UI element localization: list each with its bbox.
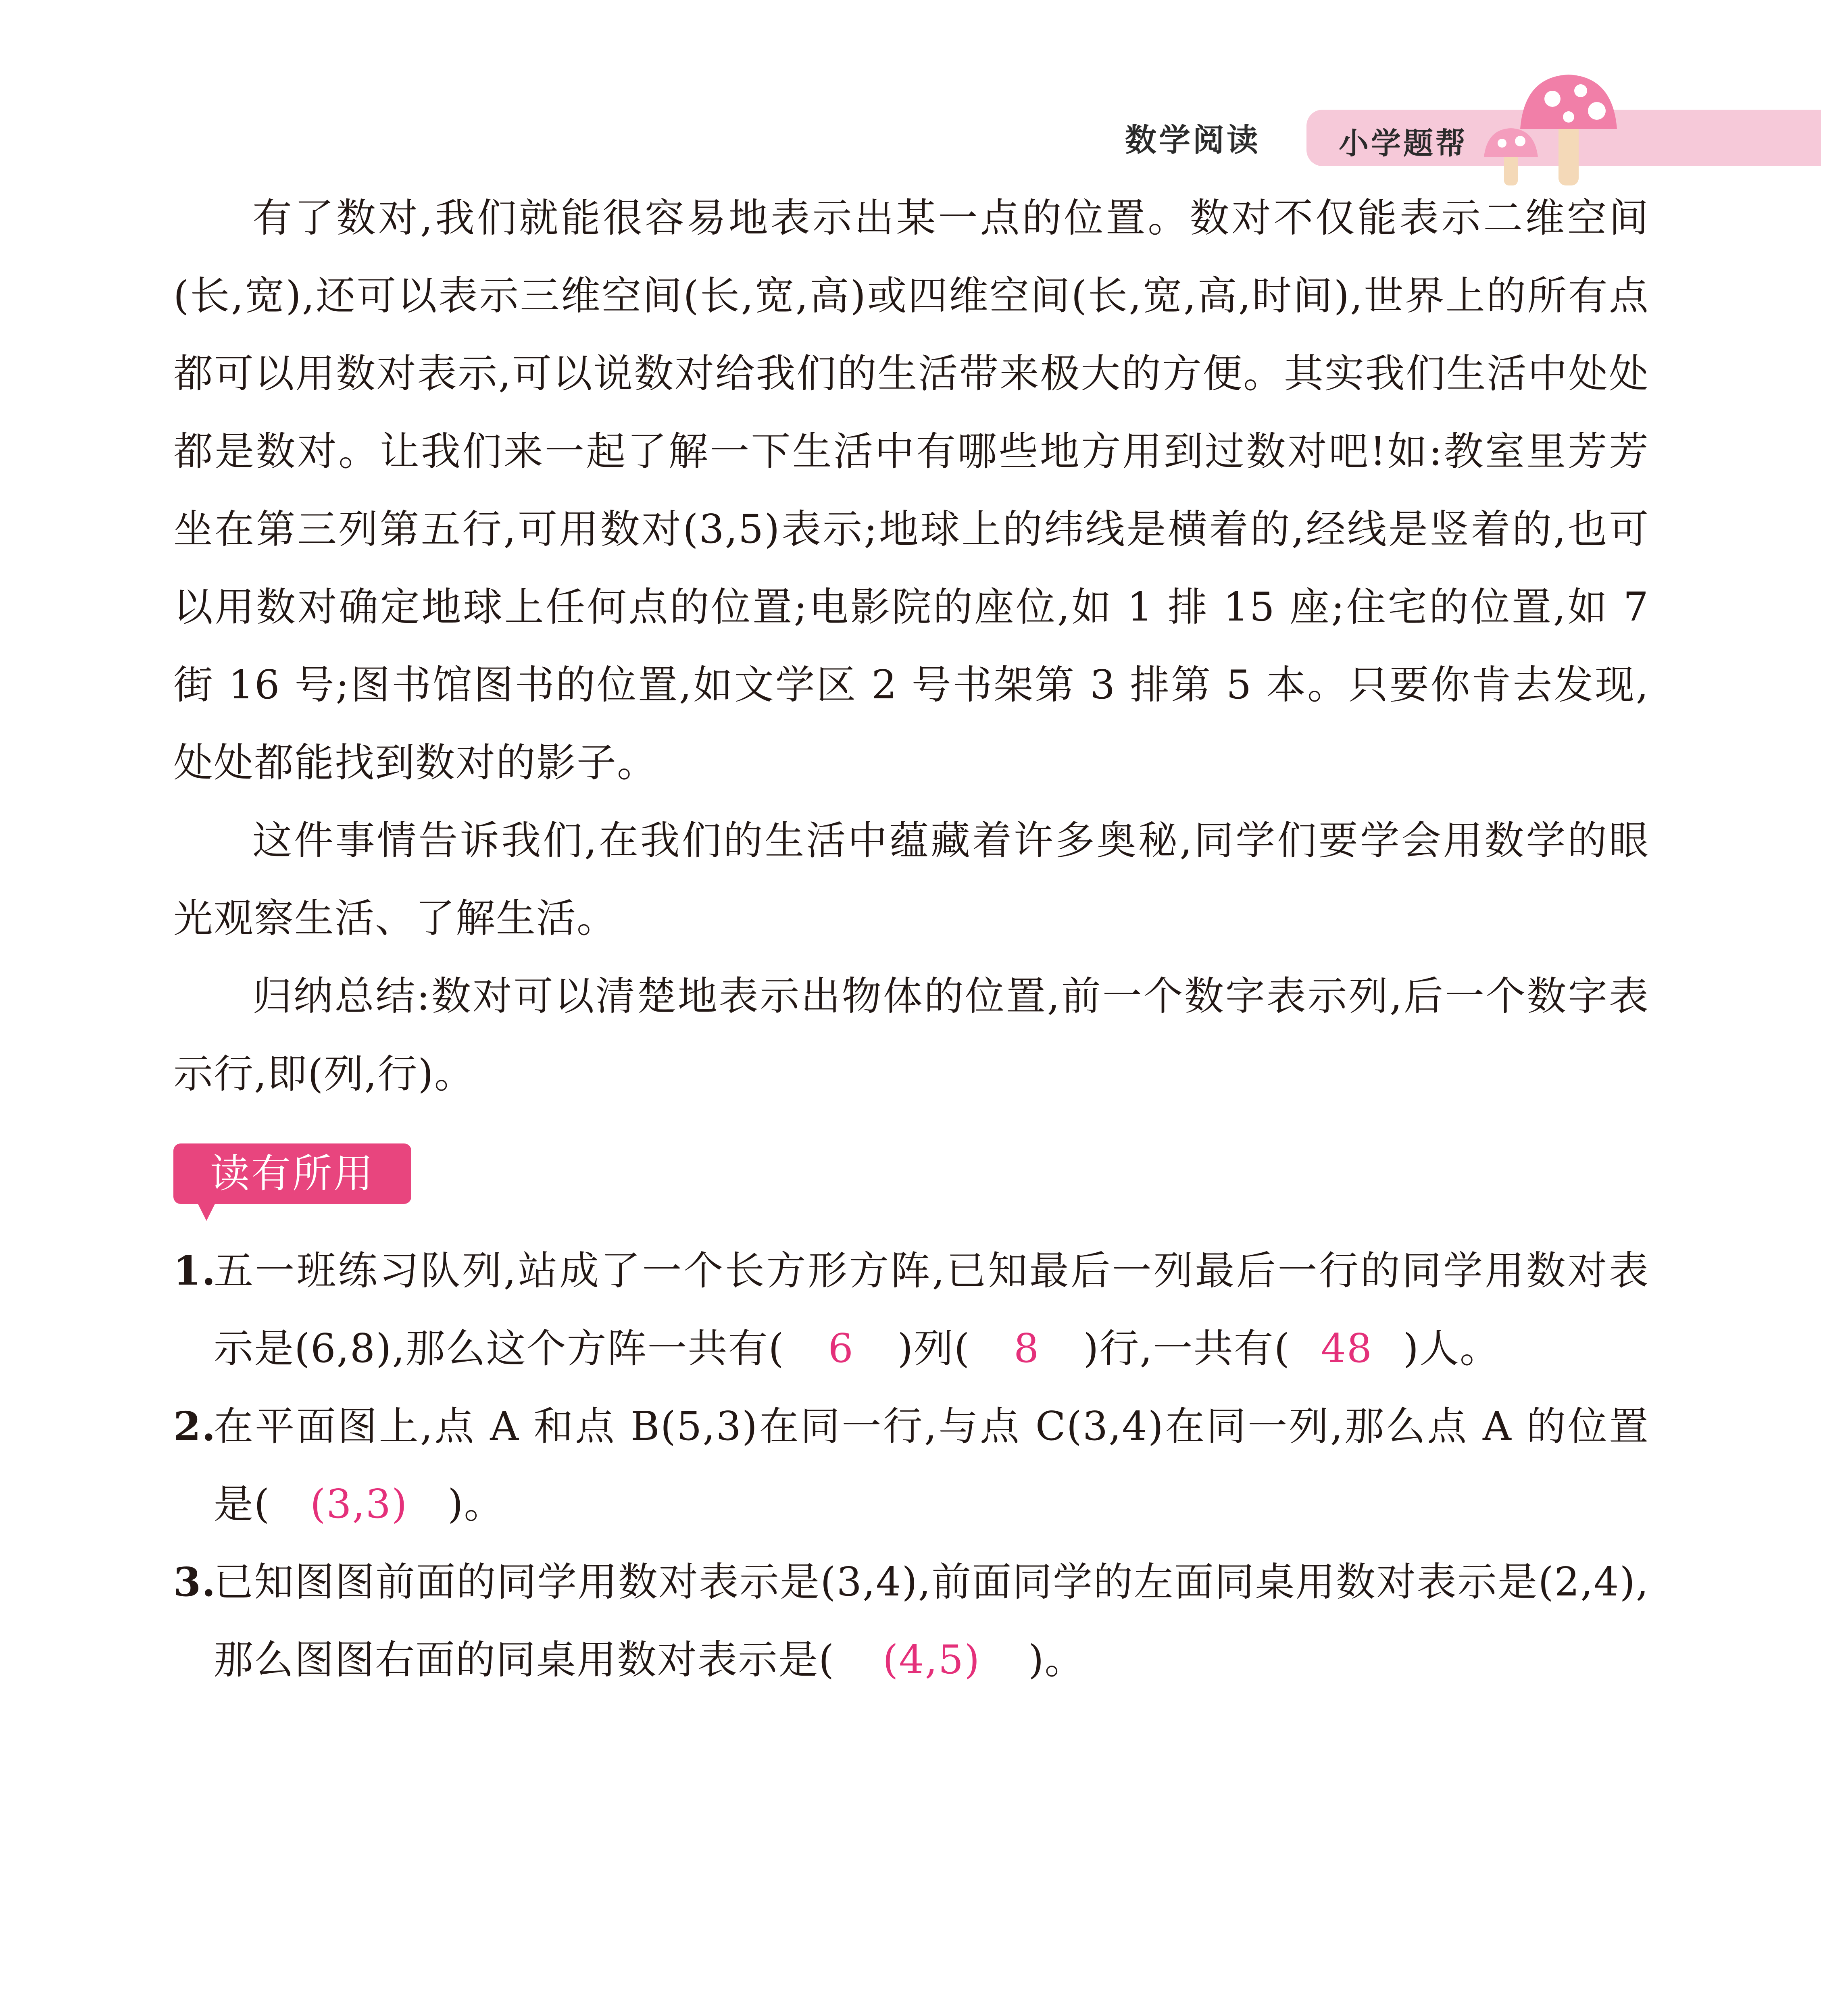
header-brand: 小学题帮 [1339,126,1468,161]
question-number: 3. [173,1559,217,1606]
article-paragraph-2: 这件事情告诉我们,在我们的生活中蕴藏着许多奥秘,同学们要学会用数学的眼光观察生活、了解生活。 [173,818,1649,941]
question-text: )。 [448,1481,504,1527]
question-2 [173,1388,1649,1543]
article-paragraph-1: 有了数对,我们就能很容易地表示出某一点的位置。数对不仅能表示二维空间(长,宽),还可以表示三维空间(长,宽,高)或四维空间(长,宽,高,时间),世界上的所有点都可以用数对表示,可以说数对给我们的生活带来极大的方便。其实我们生活中处处都是数对。让我们来一起了解一下生活中有哪些地方用到过数对吧!如:教室里芳芳坐在第三列第五行,可用数对(3,5)表示;地球上的纬线是横着的,经线是竖着的,也可以用数对确定地球上任何点的位置;电影院的座位,如 1 排 15 座;住宅的位置,如 7 街 16 号;图书馆图书的位置,如文学区 2 号书架第 3 排第 5 本。只要你肯去发现,处处都能找到数对的影子。 [173,195,1649,786]
answer-value: (3,3) [310,1481,408,1527]
question-text: )列( [897,1326,971,1372]
question-text: 已知图图前面的同学用数对表示是(3,4),前面同学的左面同桌用数对表示是(2,4),那么图图右面的同桌用数对表示是( [214,1559,1649,1683]
question-text: )人。 [1403,1326,1500,1372]
question-list [173,1232,1649,1699]
section-tag [173,1143,411,1204]
question-text: )。 [1028,1637,1085,1683]
question-number: 1. [173,1248,217,1294]
answer-value: 8 [1014,1326,1040,1372]
section-tag-tail [198,1203,215,1221]
mushroom-icon [1476,60,1629,190]
question-3 [173,1543,1649,1699]
page-header [0,0,1821,210]
answer-value: (4,5) [883,1637,981,1683]
section-tag-label: 读有所用 [210,1151,375,1197]
question-text: 在平面图上,点 A 和点 B(5,3)在同一行,与点 C(3,4)在同一列,那么点 A 的位置是( [214,1404,1649,1527]
header-section-title: 数学阅读 [1125,122,1261,158]
question-1 [173,1232,1649,1388]
article-content [173,179,1649,1699]
question-text: 五一班练习队列,站成了一个长方形方阵,已知最后一列最后一行的同学用数对表示是(6,8),那么这个方阵一共有( [214,1248,1649,1372]
question-text: )行,一共有( [1083,1326,1290,1372]
question-number: 2. [173,1404,217,1450]
article-paragraph-3: 归纳总结:数对可以清楚地表示出物体的位置,前一个数字表示列,后一个数字表示行,即(列,行)。 [173,973,1649,1097]
answer-value: 48 [1321,1326,1373,1372]
answer-value: 6 [828,1326,854,1372]
